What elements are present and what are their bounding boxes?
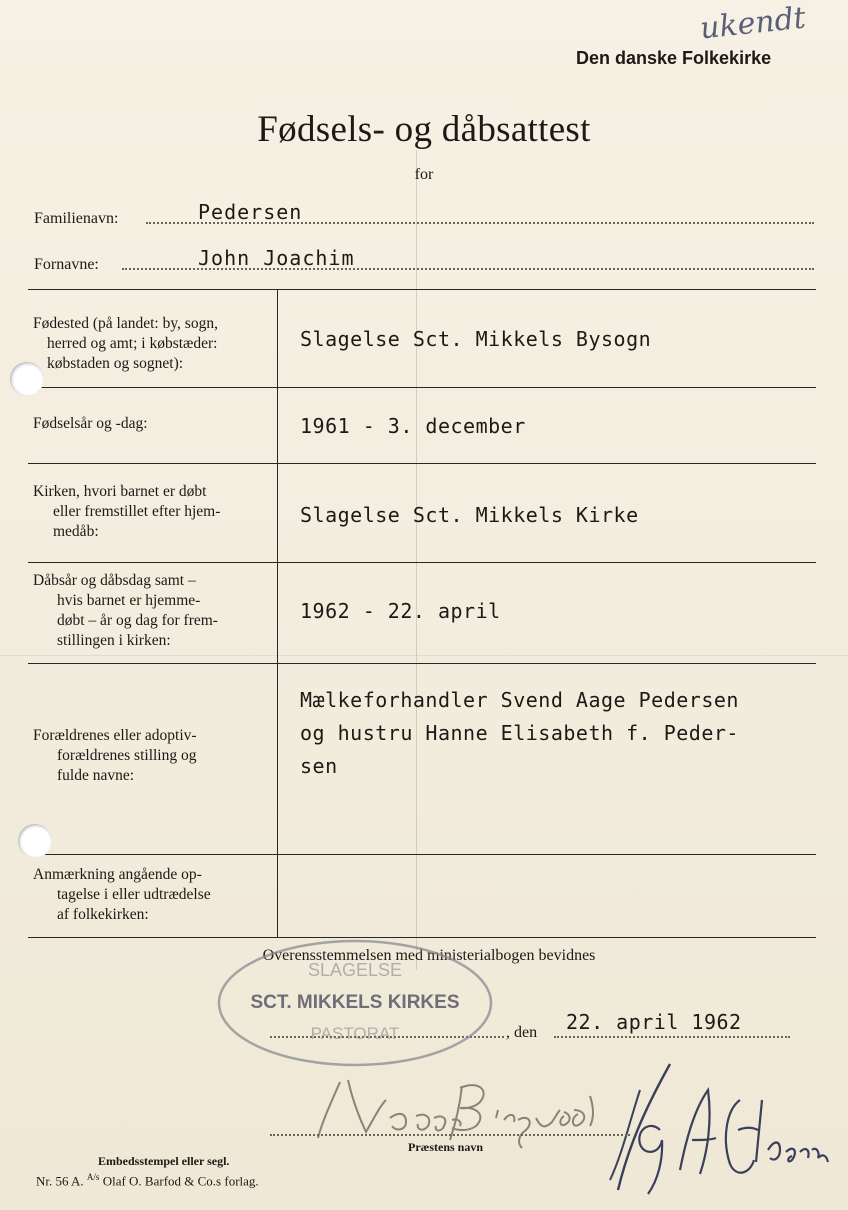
den-label: , den: [506, 1024, 538, 1041]
row-label-cell: [28, 563, 278, 663]
birthplace-label: Fødested (på landet: by, sogn, herred og amt; i købstæder: købstaden og sognet):: [33, 315, 218, 372]
row-label-cell: [28, 290, 278, 387]
birthplace-value: Slagelse Sct. Mikkels Bysogn: [300, 327, 652, 351]
baptism-date-label: Dåbsår og dåbsdag samt – hvis barnet er hjemme- døbt – år og dag for frem- stillingen i kirken:: [33, 572, 218, 649]
row-value-cell: [300, 684, 816, 783]
parents-value-line-2: og hustru Hanne Elisabeth f. Peder-: [300, 721, 739, 745]
publisher-name: Olaf O. Barfod & Co.s forlag.: [102, 1173, 259, 1189]
table-row: [28, 562, 816, 663]
table-row: [28, 289, 816, 387]
table-row: [28, 663, 816, 854]
signature-label: Præstens navn: [408, 1140, 484, 1154]
date-dotted-line: [554, 1036, 790, 1038]
table-row: [28, 387, 816, 463]
row-value-cell: [300, 499, 816, 532]
issue-date-value: 22. april 1962: [566, 1010, 742, 1034]
given-names-row: [34, 236, 814, 276]
details-table: [28, 289, 816, 938]
table-row: [28, 854, 816, 938]
parents-label: Forældrenes eller adoptiv- forældrenes stilling og fulde navne:: [33, 727, 197, 784]
given-names-label: Fornavne:: [34, 256, 99, 273]
seal-line-2: SCT. MIKKELS KIRKES: [250, 992, 460, 1013]
surname-value: Pedersen: [198, 200, 303, 224]
confirmation-text: Overensstemmelsen med ministerialbogen bevidnes: [262, 947, 596, 964]
church-label: Kirken, hvori barnet er døbt eller fremstillet efter hjem- medåb:: [33, 483, 221, 540]
parish-seal-stamp: [214, 934, 496, 1072]
punch-hole-upper: [10, 362, 44, 396]
given-names-value: John Joachim: [198, 246, 355, 270]
row-label-cell: [28, 855, 278, 937]
surname-row: [34, 190, 814, 230]
handwritten-note: ukendt: [698, 0, 808, 47]
form-number-text: Nr. 56 A.: [36, 1173, 84, 1189]
row-label-cell: [28, 464, 278, 562]
row-label-cell: [28, 388, 278, 463]
church-name: Den danske Folkekirke: [576, 48, 772, 68]
seal-caption: Embedsstempel eller segl.: [98, 1154, 230, 1168]
parents-value-line-1: Mælkeforhandler Svend Aage Pedersen: [300, 688, 739, 712]
row-label-cell: [28, 664, 278, 854]
form-number: [36, 1172, 259, 1189]
priest-signature: [300, 1060, 840, 1200]
birthdate-label: Fødselsår og -dag:: [33, 415, 148, 432]
surname-label: Familienavn:: [34, 210, 119, 227]
table-row: [28, 463, 816, 562]
title-for: for: [414, 166, 434, 183]
row-value-cell: [300, 595, 816, 628]
seal-line-3: PASTORAT: [310, 1024, 400, 1043]
baptism-date-value: 1962 - 22. april: [300, 599, 501, 623]
publisher-prefix: A/s: [86, 1172, 100, 1182]
parents-value-line-3: sen: [300, 754, 338, 778]
signature-dotted-line: [270, 1134, 630, 1136]
remarks-label: Anmærkning angående op- tagelse i eller udtrædelse af folkekirken:: [33, 866, 211, 923]
row-value-cell: [300, 323, 816, 356]
birthdate-value: 1961 - 3. december: [300, 414, 526, 438]
church-value: Slagelse Sct. Mikkels Kirke: [300, 503, 639, 527]
seal-line-1: SLAGELSE: [307, 960, 403, 980]
row-value-cell: [300, 410, 816, 443]
punch-hole-lower: [18, 824, 52, 858]
document-title: Fødsels- og dåbsattest: [257, 109, 591, 150]
